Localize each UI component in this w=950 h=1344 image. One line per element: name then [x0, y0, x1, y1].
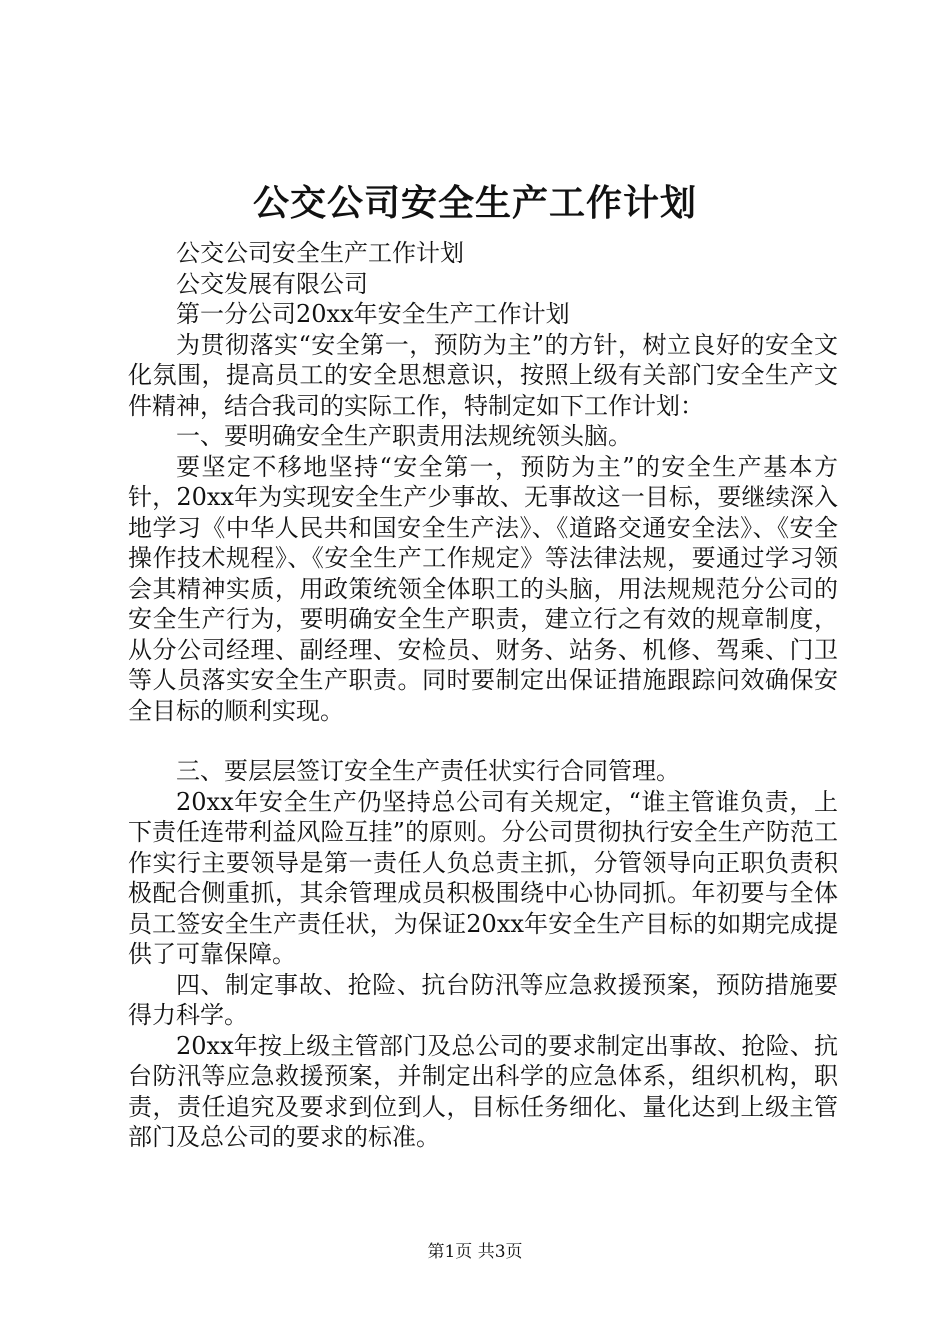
paragraph-section-4: 20xx年按上级主管部门及总公司的要求制定出事故、抢险、抗台防汛等应急救援预案，并制定出科学的应急体系，组织机构，职责，责任追究及要求到位到人，目标任务细化、量化达到上级主管部门及总公司的要求的标准。	[128, 1031, 838, 1151]
paragraph-section-3: 20xx年安全生产仍坚持总公司有关规定，“谁主管谁负责，上下责任连带利益风险互挂”的原则。分公司贯彻执行安全生产防范工作实行主要领导是第一责任人负总责主抓，分管领导向正职负责积极配合侧重抓，其余管理成员积极围绕中心协同抓。年初要与全体员工签安全生产责任状，为保证20xx年安全生产目标的如期完成提供了可靠保障。	[128, 787, 838, 968]
section-heading-3: 三、要层层签订安全生产责任状实行合同管理。	[176, 757, 680, 785]
paragraph-intro: 为贯彻落实“安全第一，预防为主”的方针，树立良好的安全文化氛围，提高员工的安全思想意识，按照上级有关部门安全生产文件精神，结合我司的实际工作，特制定如下工作计划：	[128, 330, 838, 420]
paragraph-subtitle: 公交公司安全生产工作计划	[176, 239, 464, 267]
section-heading-1: 一、要明确安全生产职责用法规统领头脑。	[176, 422, 632, 450]
document-body	[128, 238, 838, 1153]
paragraph-plan-name: 第一分公司20xx年安全生产工作计划	[176, 300, 570, 328]
document-title: 公交公司安全生产工作计划	[252, 182, 697, 224]
paragraph-company: 公交发展有限公司	[176, 269, 368, 298]
section-heading-4: 四、制定事故、抢险、抗台防汛等应急救援预案，预防措施要得力科学。	[128, 970, 838, 1029]
paragraph-section-1: 要坚定不移地坚持“安全第一，预防为主”的安全生产基本方针，20xx年为实现安全生产少事故、无事故这一目标，要继续深入地学习《中华人民共和国安全生产法》、《道路交通安全法》、《安全操作技术规程》、《安全生产工作规定》等法律法规，要通过学习领会其精神实质，用政策统领全体职工的头脑，用法规规范分公司的安全生产行为，要明确安全生产职责，建立行之有效的规章制度，从分公司经理、副经理、安检员、财务、站务、机修、驾乘、门卫等人员落实安全生产职责。同时要制定出保证措施跟踪问效确保安全目标的顺利实现。	[128, 452, 838, 725]
page-footer: 第1页 共3页	[427, 1242, 523, 1262]
